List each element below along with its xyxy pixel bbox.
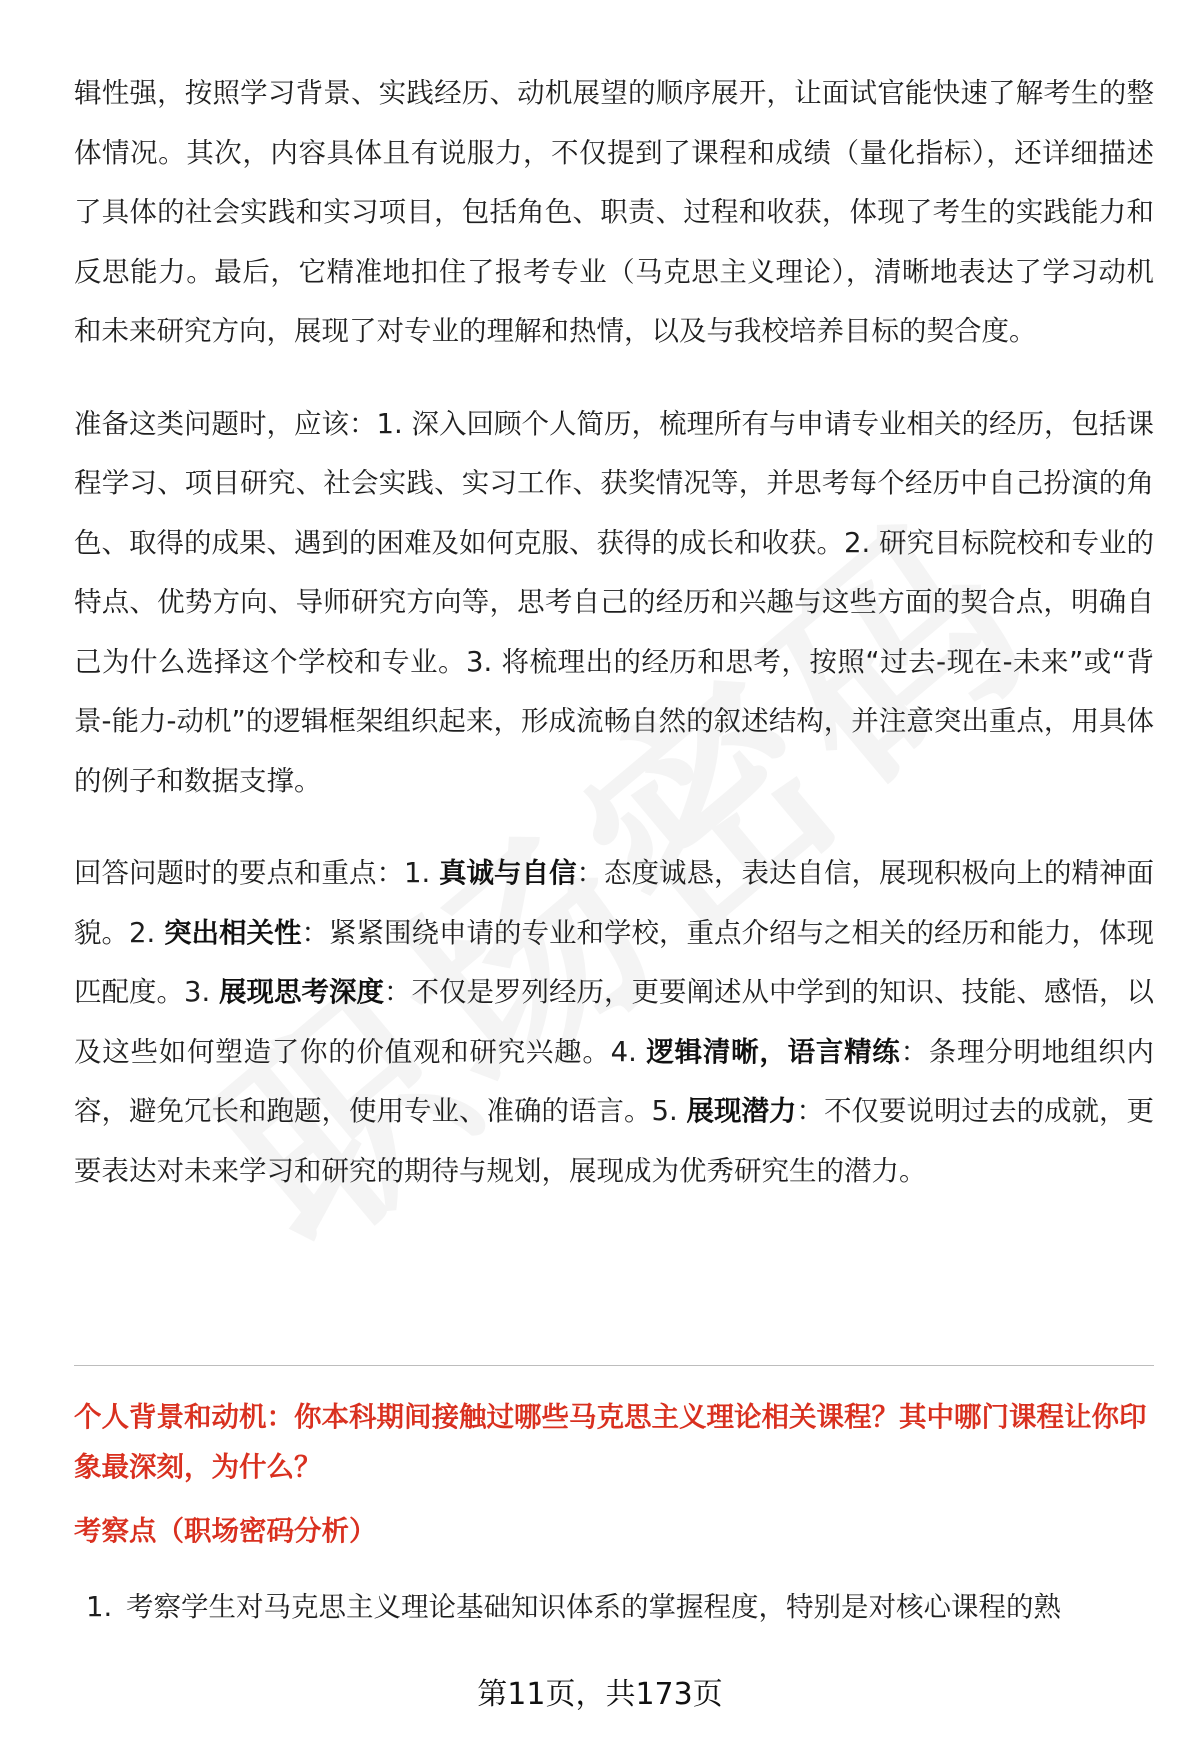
paragraph-answer-analysis: 辑性强，按照学习背景、实践经历、动机展望的顺序展开，让面试官能快速了解考生的整体情况。其次，内容具体且有说服力，不仅提到了课程和成绩（量化指标），还详细描述了具体的社会实践和实习项目，包括角色、职责、过程和收获，体现了考生的实践能力和反思能力。最后，它精准地扣住了报考专业（马克思主义理论），清晰地表达了学习动机和未来研究方向，展现了对专业的理解和热情，以及与我校培养目标的契合度。 [74,77,1154,347]
key-point-5-text: ：不仅要说明过去的成就，更要表达对未来学习和研究的期待与规划，展现成为优秀研究生的潜力。 [74,1095,1155,1187]
key-point-3-text: ：不仅是罗列经历，更要阐述从中学到的知识、技能、感悟，以及这些如何塑造了你的价值观和研究兴趣。4. [74,976,1155,1068]
key-point-5-title: 展现潜力 [686,1095,797,1127]
key-point-1-title: 真诚与自信 [438,857,577,889]
list-item-text: 考察学生对马克思主义理论基础知识体系的掌握程度，特别是对核心课程的熟 [126,1591,1061,1623]
key-point-1-text: ：态度诚恳，表达自信，展现积极向上的精神面貌。2. [74,857,1155,949]
list-item-number: 1. [86,1591,113,1623]
paragraph-key-points [74,844,1154,1201]
key-point-2-text: ：紧紧围绕申请的专业和学校，重点介绍与之相关的经历和能力，体现匹配度。3. [74,916,1155,1008]
assessment-subheading: 考察点（职场密码分析） [74,1515,377,1547]
question-title: 个人背景和动机：你本科期间接触过哪些马克思主义理论相关课程？其中哪门课程让你印象最深刻，为什么？ [74,1401,1147,1483]
key-point-4-title: 逻辑清晰，语言精练 [646,1035,901,1068]
paragraph-preparation: 准备这类问题时，应该：1. 深入回顾个人简历，梳理所有与申请专业相关的经历，包括课程学习、项目研究、社会实践、实习工作、获奖情况等，并思考每个经历中自己扮演的角色、取得的成果、遇到的困难及如何克服、获得的成长和收获。2. 研究目标院校和专业的特点、优势方向、导师研究方向等，思考自己的经历和兴趣与这些方面的契合点，明确自己为什么选择这个学校和专业。3. 将梳理出的经历和思考，按照“过去-现在-未来”或“背景-能力-动机”的逻辑框架组织起来，形成流畅自然的叙述结构，并注意突出重点，用具体的例子和数据支撑。 [74,407,1154,797]
key-points-intro: 回答问题时的要点和重点：1. [74,857,439,889]
key-point-4-text: ：条理分明地组织内容，避免冗长和跑题，使用专业、准确的语言。5. [74,1035,1155,1127]
key-point-3-title: 展现思考深度 [218,976,384,1008]
section-divider [74,1365,1154,1366]
key-point-2-title: 突出相关性 [163,916,302,949]
page-number: 第11页，共173页 [477,1677,723,1712]
document-body [74,64,1154,1201]
list-item [86,1587,1156,1627]
assessment-points-list [86,1587,1156,1627]
